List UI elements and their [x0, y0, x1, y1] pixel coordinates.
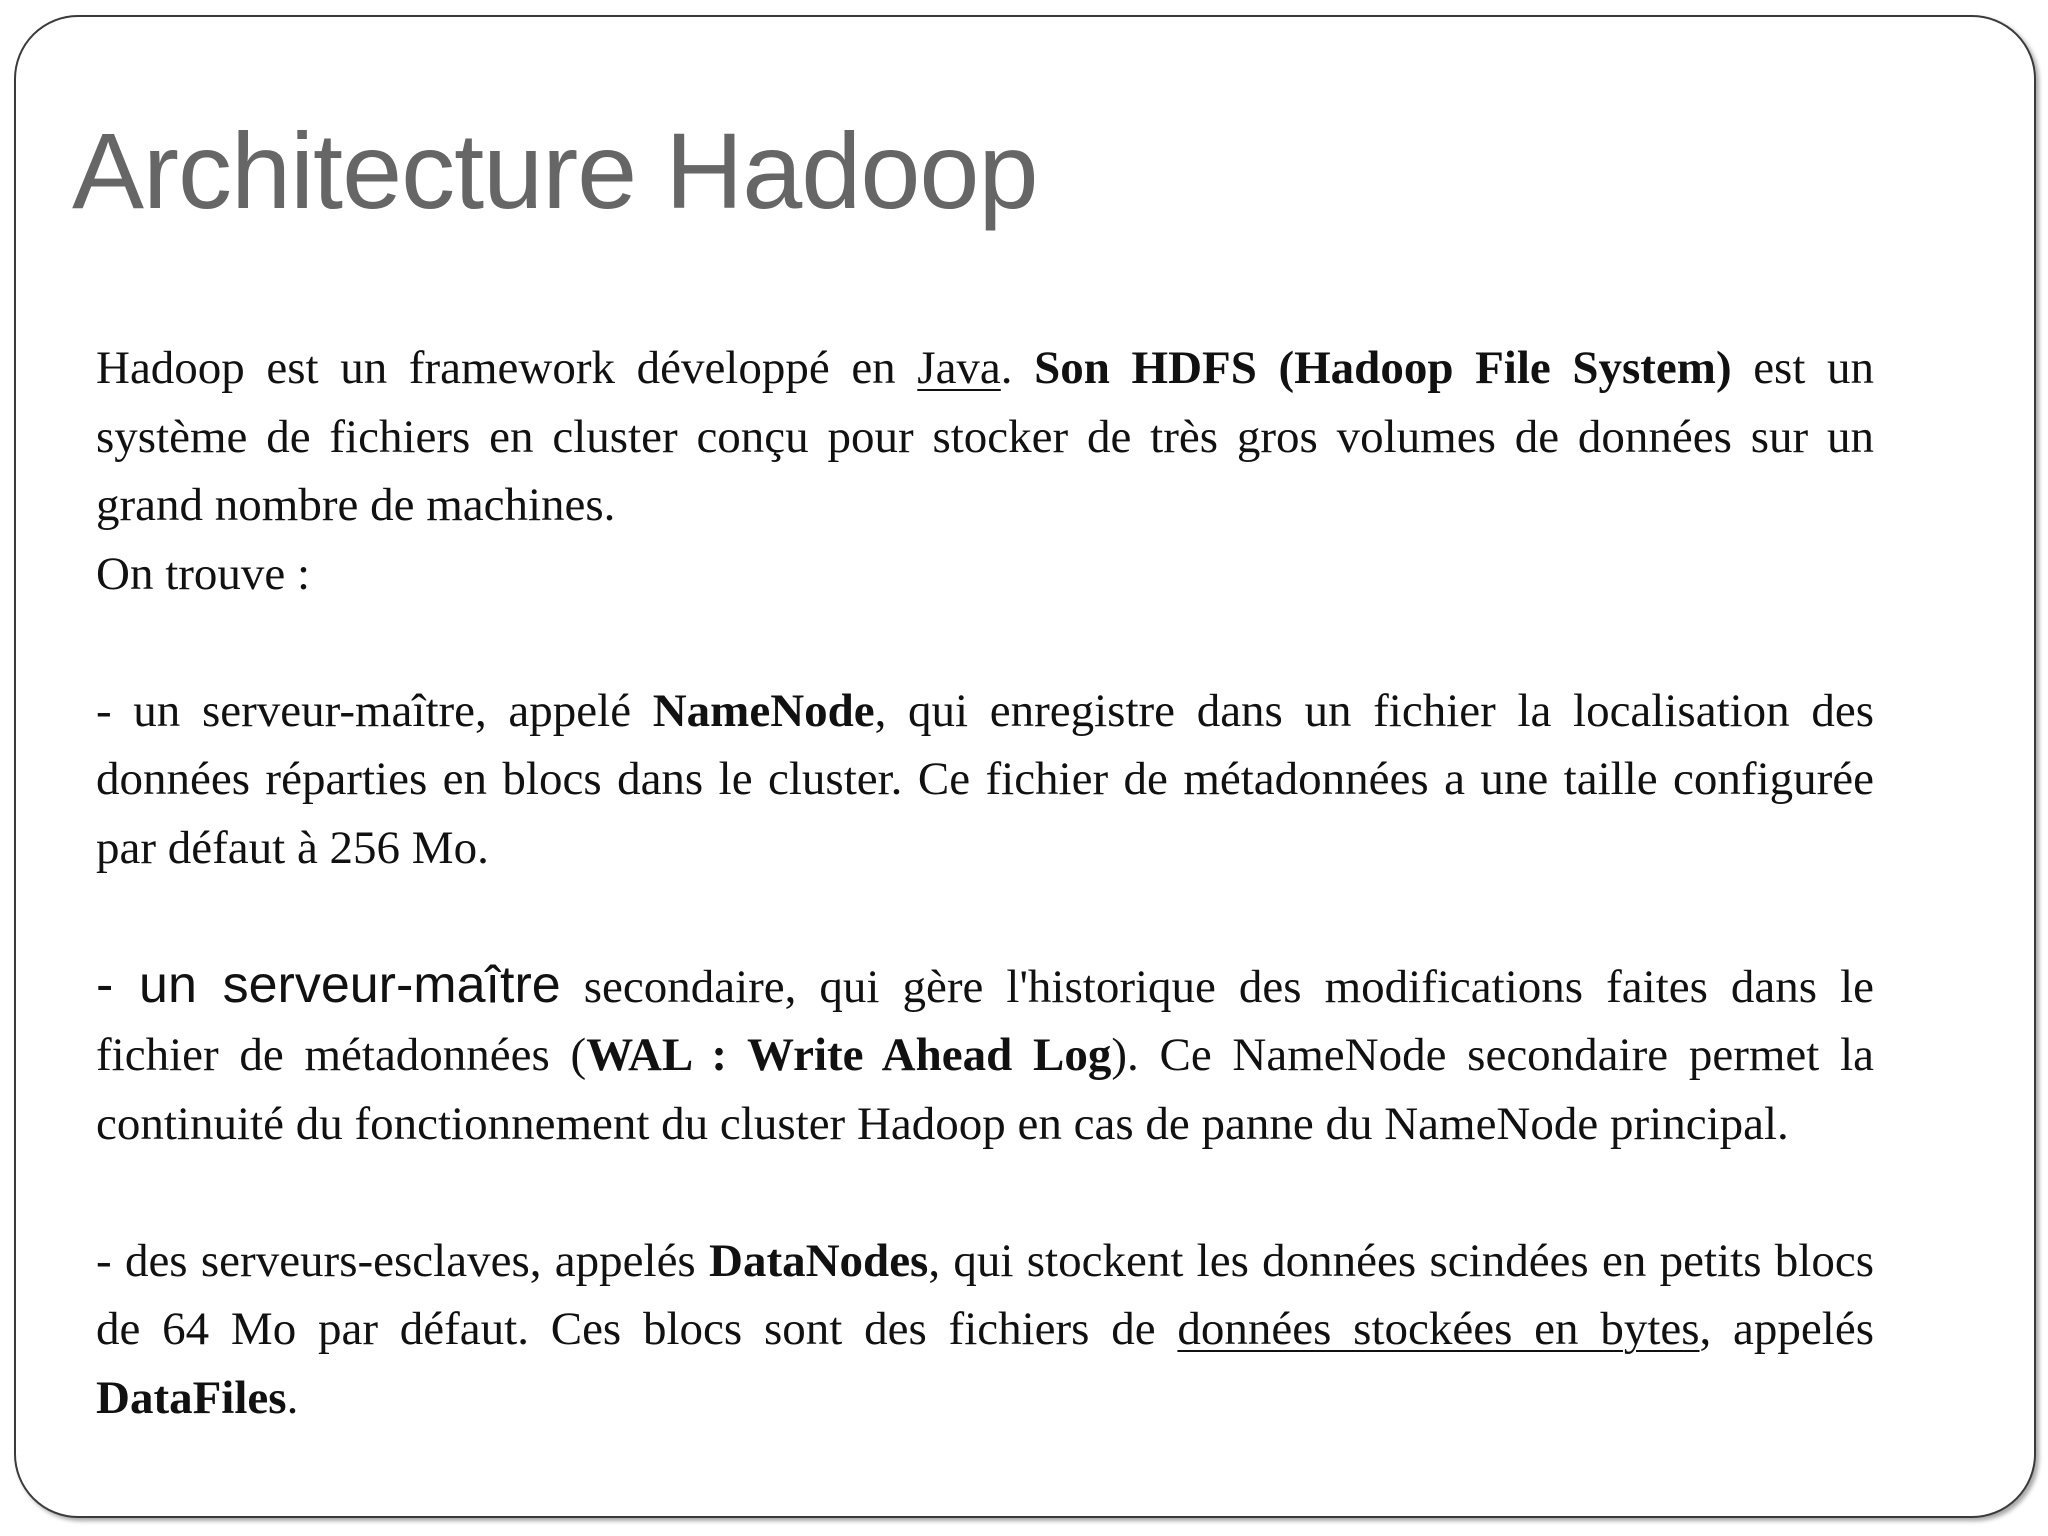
namenode-text-1: - un serveur-maître, appelé	[96, 684, 653, 737]
slide-body	[96, 334, 1874, 1432]
namenode-term: NameNode	[652, 684, 875, 737]
datanodes-text-2: , qui stockent les données scindées en petits blocs de 64 Mo par défaut. Ces blocs sont des fichiers de	[96, 1234, 1874, 1355]
secondary-text-2: ). Ce NameNode secondaire permet la continuité du fonctionnement du cluster Hadoop en cas de panne du NameNode principal.	[96, 1029, 1874, 1150]
spacer	[96, 608, 1874, 677]
intro-text-1: Hadoop est un framework développé en	[96, 342, 918, 394]
datafiles-term: DataFiles	[96, 1371, 287, 1424]
secondary-paragraph	[96, 951, 1874, 1159]
namenode-text-2: , qui enregistre dans un fichier la localisation des données réparties en blocs dans le cluster. Ce fichier de métadonnées a une taille configurée par défaut à 256 Mo.	[96, 684, 1874, 874]
java-link[interactable]: Java	[917, 342, 1001, 394]
spacer	[96, 882, 1874, 951]
slide-frame	[14, 15, 2036, 1518]
spacer	[96, 1158, 1874, 1227]
datanodes-text-1: - des serveurs-esclaves, appelés	[96, 1234, 710, 1287]
on-trouve-line: On trouve :	[96, 547, 311, 600]
datanodes-text-4: .	[286, 1371, 299, 1424]
hdfs-term: Son HDFS (Hadoop File System)	[1034, 342, 1732, 394]
wal-term: WAL : Write Ahead Log	[586, 1029, 1112, 1081]
secondary-text-1: secondaire, qui gère l'historique des modifications faites dans le fichier de métadonnées (	[96, 960, 1874, 1081]
slide-title: Architecture Hadoop	[72, 110, 1038, 231]
intro-paragraph	[96, 334, 1874, 540]
datanodes-term: DataNodes	[709, 1234, 929, 1287]
datanodes-text-3: , appelés	[1699, 1303, 1874, 1355]
intro-text-2: .	[1000, 342, 1035, 394]
intro-text-3: est un système de fichiers en cluster conçu pour stocker de très gros volumes de données sur un grand nombre de machines.	[96, 342, 1874, 531]
datanodes-paragraph	[96, 1227, 1874, 1433]
namenode-paragraph	[96, 677, 1874, 883]
secondary-lead: - un serveur-maître	[96, 955, 561, 1014]
bytes-link[interactable]: données stockées en bytes	[1177, 1303, 1700, 1355]
